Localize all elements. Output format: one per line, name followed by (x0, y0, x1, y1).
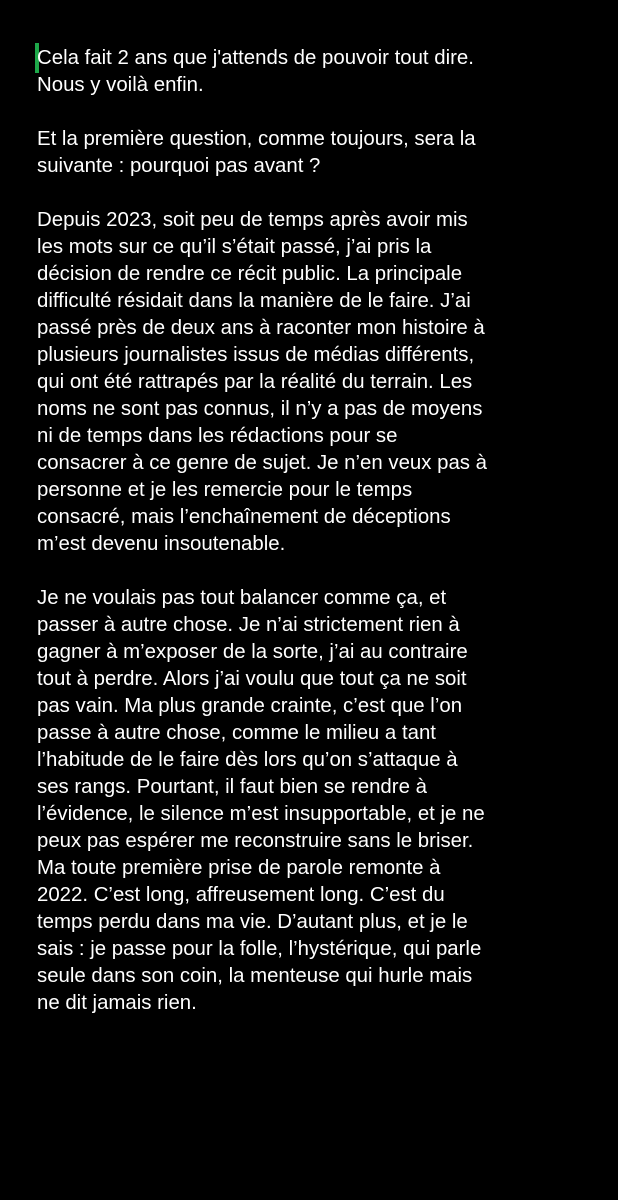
text-line: personne et je les remercie pour le temps (37, 479, 413, 501)
paragraph (37, 126, 612, 180)
text-line: ni de temps dans les rédactions pour se (37, 425, 398, 447)
text-line: consacré, mais l’enchaînement de déceptions (37, 506, 451, 528)
text-line: difficulté résidait dans la manière de le faire. J’ai (37, 290, 471, 312)
text-line: Je ne voulais pas tout balancer comme ça, et (37, 587, 447, 609)
document-body[interactable] (37, 45, 612, 1044)
text-line: gagner à m’exposer de la sorte, j’ai au contraire (37, 641, 468, 663)
text-line: Ma toute première prise de parole remonte à (37, 857, 441, 879)
text-line: passer à autre chose. Je n’ai strictement rien à (37, 614, 460, 636)
text-line: l’habitude de le faire dès lors qu’on s’attaque à (37, 749, 458, 771)
text-line: seule dans son coin, la menteuse qui hurle mais (37, 965, 473, 987)
text-line: suivante : pourquoi pas avant ? (37, 155, 321, 177)
text-line: passé près de deux ans à raconter mon histoire à (37, 317, 485, 339)
text-line: les mots sur ce qu’il s’était passé, j’ai pris la (37, 236, 432, 258)
text-line: Depuis 2023, soit peu de temps après avoir mis (37, 209, 468, 231)
text-line: tout à perdre. Alors j’ai voulu que tout ça ne soit (37, 668, 467, 690)
text-line: ses rangs. Pourtant, il faut bien se rendre à (37, 776, 427, 798)
text-line: qui ont été rattrapés par la réalité du terrain. Les (37, 371, 473, 393)
paragraph (37, 207, 612, 558)
text-line: m’est devenu insoutenable. (37, 533, 286, 555)
paragraph (37, 585, 612, 1017)
text-line: temps perdu dans ma vie. D’autant plus, et je le (37, 911, 468, 933)
text-line: 2022. C’est long, affreusement long. C’est du (37, 884, 445, 906)
text-line: sais : je passe pour la folle, l’hystérique, qui parle (37, 938, 482, 960)
text-line: passe à autre chose, comme le milieu a tant (37, 722, 436, 744)
text-line: ne dit jamais rien. (37, 992, 197, 1014)
text-line: consacrer à ce genre de sujet. Je n’en veux pas à (37, 452, 487, 474)
paragraph (37, 45, 612, 99)
text-line: pas vain. Ma plus grande crainte, c’est que l’on (37, 695, 463, 717)
text-line: plusieurs journalistes issus de médias différents, (37, 344, 475, 366)
text-line: décision de rendre ce récit public. La principale (37, 263, 463, 285)
text-line: noms ne sont pas connus, il n’y a pas de moyens (37, 398, 483, 420)
text-line: Nous y voilà enfin. (37, 74, 204, 96)
text-line: l’évidence, le silence m’est insupportable, et je ne (37, 803, 485, 825)
text-line: Et la première question, comme toujours, sera la (37, 128, 476, 150)
text-line: Cela fait 2 ans que j'attends de pouvoir tout dire. (37, 47, 474, 69)
text-line: peux pas espérer me reconstruire sans le briser. (37, 830, 474, 852)
